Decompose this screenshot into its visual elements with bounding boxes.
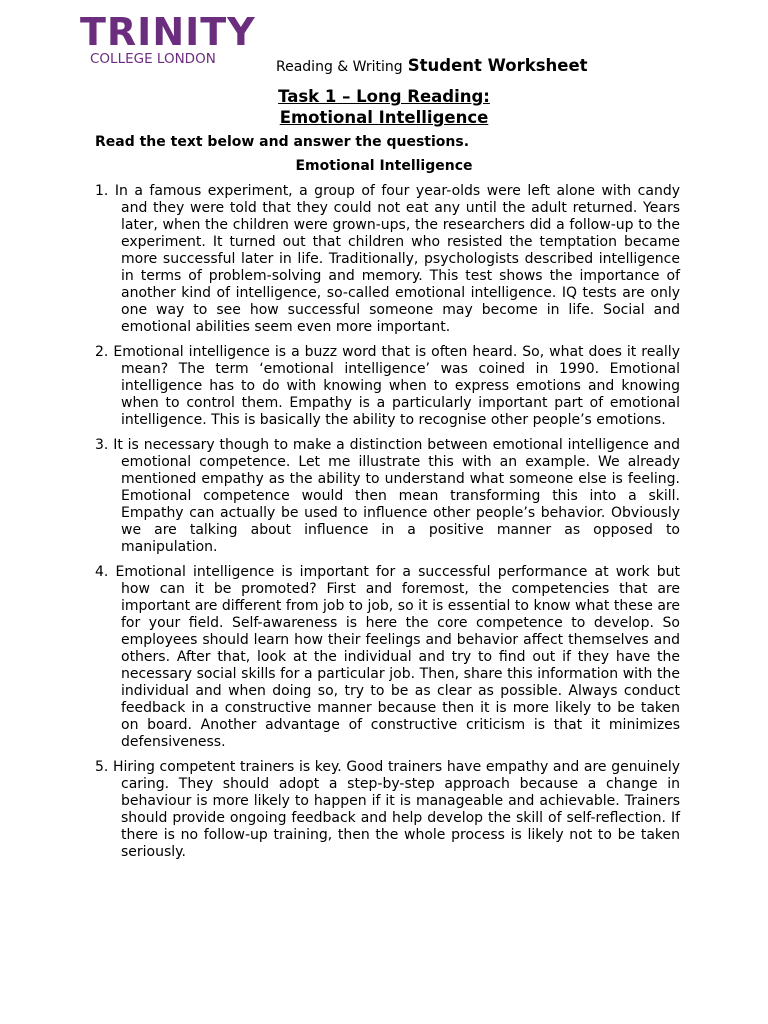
- reading-text: [95, 183, 680, 869]
- instruction-text: Read the text below and answer the questions.: [95, 134, 470, 150]
- task-title-line1: Task 1 – Long Reading:: [278, 87, 490, 106]
- paragraph-3: 3. It is necessary though to make a distinction between emotional intelligence and emotional competence. Let me illustrate this with an example. We already mentioned empathy as the ability to understand what someone else is feeling. Emotional competence would then mean transforming this into a skill. Empathy can actually be used to influence other people’s behavior. Obviously we are talking about influence in a positive manner as opposed to manipulation.: [95, 437, 680, 555]
- logo-subtitle: COLLEGE LONDON: [90, 51, 216, 67]
- task-title-line2: Emotional Intelligence: [279, 108, 489, 127]
- paragraph-2: 2. Emotional intelligence is a buzz word that is often heard. So, what does it really mean? The term ‘emotional intelligence’ was coined in 1990. Emotional intelligence has to do with knowing when to express emotions and knowing when to control them. Empathy is a particularly important part of emotional intelligence. This is basically the ability to recognise other people’s emotions.: [95, 344, 680, 428]
- paragraph-5: 5. Hiring competent trainers is key. Good trainers have empathy and are genuinely caring. They should adopt a step-by-step approach because a change in behaviour is more likely to happen if it is manageable and achievable. Trainers should provide ongoing feedback and help develop the skill of self-reflection. If there is no follow-up training, then the whole process is likely not to be taken seriously.: [95, 759, 680, 860]
- worksheet-header: [276, 56, 588, 75]
- logo-wordmark: TRINITY: [80, 10, 256, 54]
- reading-text-title: Emotional Intelligence: [295, 158, 473, 174]
- trinity-logo: [80, 10, 270, 68]
- paragraph-1: 1. In a famous experiment, a group of four year-olds were left alone with candy and they were told that they could not eat any until the adult returned. Years later, when the children were grown-ups, the researchers did a follow-up to the experiment. It turned out that children who resisted the temptation became more successful later in life. Traditionally, psychologists described intelligence in terms of problem-solving and memory. This test shows the importance of another kind of intelligence, so-called emotional intelligence. IQ tests are only one way to see how successful someone may become in life. Social and emotional abilities seem even more important.: [95, 183, 680, 335]
- paragraph-4: 4. Emotional intelligence is important for a successful performance at work but how can it be promoted? First and foremost, the competencies that are important are different from job to job, so it is essential to know what these are for your field. Self-awareness is here the core competence to develop. So employees should learn how their feelings and behavior affect themselves and others. After that, look at the individual and try to find out if they have the necessary social skills for a particular job. Then, share this information with the individual and when doing so, try to be as clear as possible. Always conduct feedback in a constructive manner because then it is more likely to be taken on board. Another advantage of constructive criticism is that it minimizes defensiveness.: [95, 564, 680, 750]
- header-prefix: Reading & Writing: [276, 59, 403, 75]
- header-title: Student Worksheet: [407, 56, 588, 75]
